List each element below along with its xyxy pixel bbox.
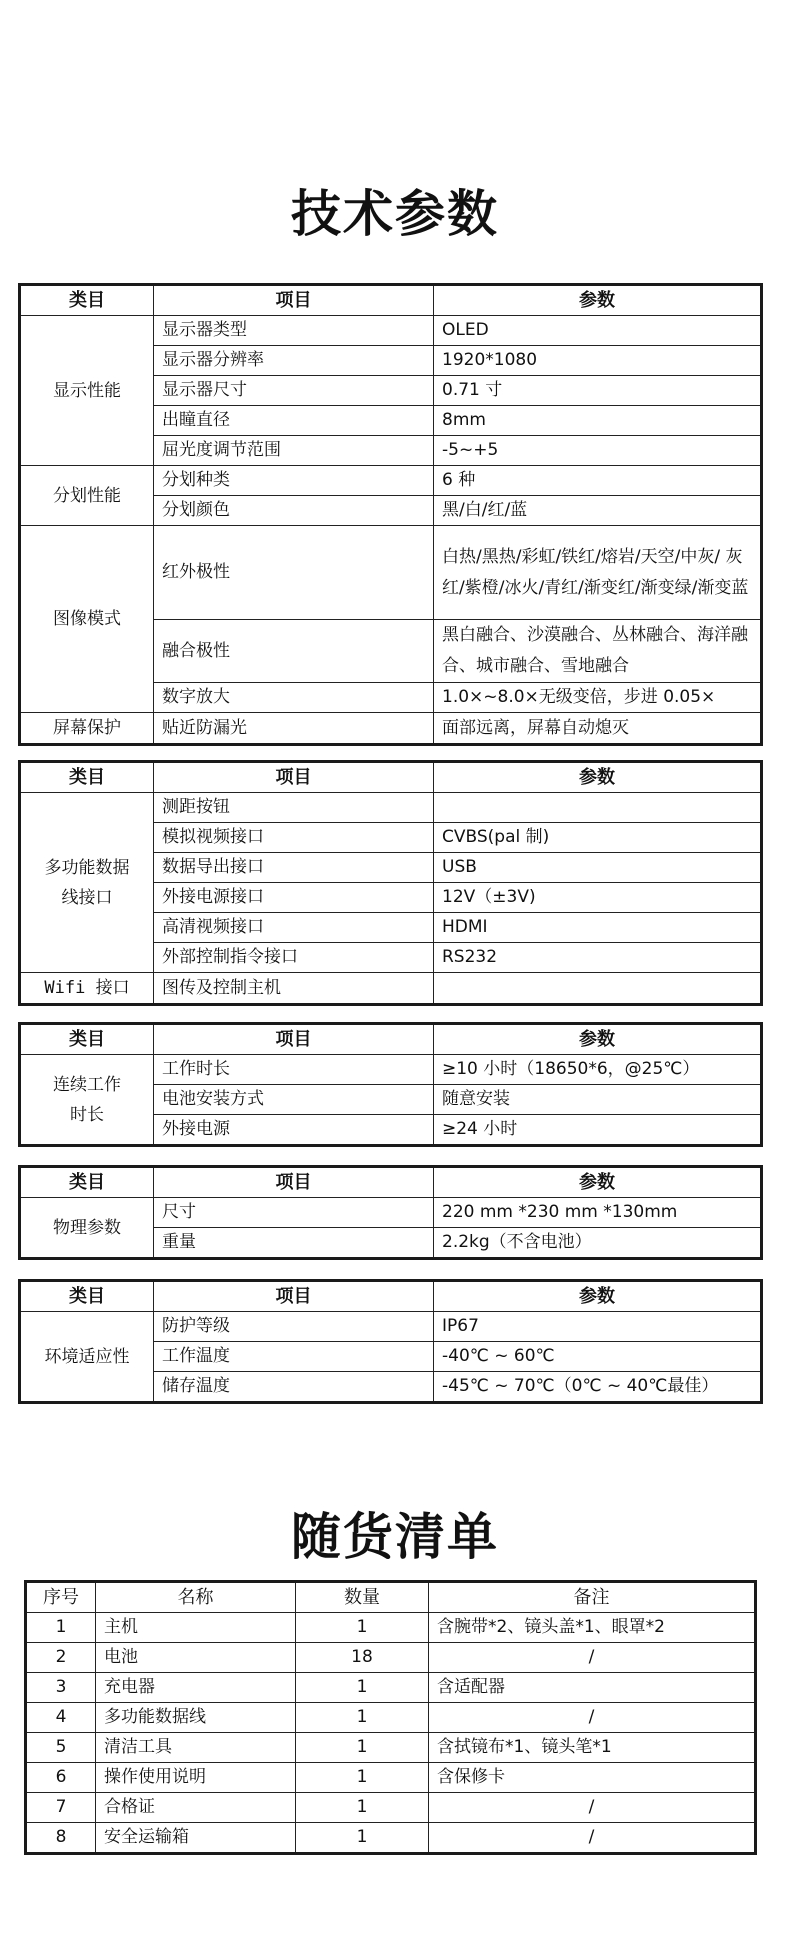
item-cell: 屈光度调节范围 xyxy=(154,436,434,466)
no-cell: 3 xyxy=(26,1673,96,1703)
table-row xyxy=(20,713,762,745)
param-cell: 8mm xyxy=(434,406,762,436)
note-cell: / xyxy=(429,1823,756,1854)
param-cell: -5~+5 xyxy=(434,436,762,466)
item-cell: 出瞳直径 xyxy=(154,406,434,436)
item-cell: 储存温度 xyxy=(154,1372,434,1403)
header-param: 参数 xyxy=(434,762,762,793)
item-cell: 电池安装方式 xyxy=(154,1085,434,1115)
name-cell: 充电器 xyxy=(96,1673,296,1703)
item-cell: 融合极性 xyxy=(154,620,434,683)
item-cell: 工作时长 xyxy=(154,1055,434,1085)
no-cell: 2 xyxy=(26,1643,96,1673)
table-header-row xyxy=(20,762,762,793)
item-cell: 数字放大 xyxy=(154,683,434,713)
param-cell xyxy=(434,973,762,1005)
header-param: 参数 xyxy=(434,1281,762,1312)
category-cell: 显示性能 xyxy=(20,316,154,466)
param-cell xyxy=(434,793,762,823)
table-row xyxy=(26,1793,756,1823)
category-cell: 屏幕保护 xyxy=(20,713,154,745)
table-row xyxy=(26,1643,756,1673)
header-no: 序号 xyxy=(26,1582,96,1613)
category-line: 线接口 xyxy=(61,887,113,908)
spec-title: 技术参数 xyxy=(291,185,499,243)
item-cell: 显示器类型 xyxy=(154,316,434,346)
table-row xyxy=(20,1198,762,1228)
item-cell: 尺寸 xyxy=(154,1198,434,1228)
name-cell: 合格证 xyxy=(96,1793,296,1823)
packing-title: 随货清单 xyxy=(291,1508,499,1566)
param-cell: 2.2kg（不含电池） xyxy=(434,1228,762,1259)
qty-cell: 1 xyxy=(296,1733,429,1763)
no-cell: 6 xyxy=(26,1763,96,1793)
note-cell: 含适配器 xyxy=(429,1673,756,1703)
header-item: 项目 xyxy=(154,1167,434,1198)
header-qty: 数量 xyxy=(296,1582,429,1613)
table-row xyxy=(26,1823,756,1854)
table-row xyxy=(26,1673,756,1703)
name-cell: 操作使用说明 xyxy=(96,1763,296,1793)
name-cell: 安全运输箱 xyxy=(96,1823,296,1854)
no-cell: 7 xyxy=(26,1793,96,1823)
table-header-row xyxy=(26,1582,756,1613)
item-cell: 工作温度 xyxy=(154,1342,434,1372)
item-cell: 外接电源接口 xyxy=(154,883,434,913)
name-cell: 清洁工具 xyxy=(96,1733,296,1763)
table-row xyxy=(20,466,762,496)
param-cell: 12V（±3V) xyxy=(434,883,762,913)
name-cell: 电池 xyxy=(96,1643,296,1673)
param-cell: 白热/黑热/彩虹/铁红/熔岩/天空/中灰/ 灰红/紫橙/冰火/青红/渐变红/渐变绿/渐变蓝 xyxy=(434,526,762,620)
header-item: 项目 xyxy=(154,1281,434,1312)
header-category: 类目 xyxy=(20,762,154,793)
header-note: 备注 xyxy=(429,1582,756,1613)
no-cell: 1 xyxy=(26,1613,96,1643)
header-item: 项目 xyxy=(154,285,434,316)
item-cell: 测距按钮 xyxy=(154,793,434,823)
table-header-row xyxy=(20,1167,762,1198)
category-cell: 图像模式 xyxy=(20,526,154,713)
param-cell: 220 mm *230 mm *130mm xyxy=(434,1198,762,1228)
item-cell: 贴近防漏光 xyxy=(154,713,434,745)
note-cell: 含拭镜布*1、镜头笔*1 xyxy=(429,1733,756,1763)
param-cell: OLED xyxy=(434,316,762,346)
spec-table-runtime xyxy=(18,1022,763,1147)
item-cell: 显示器分辨率 xyxy=(154,346,434,376)
header-param: 参数 xyxy=(434,1024,762,1055)
header-category: 类目 xyxy=(20,1024,154,1055)
name-cell: 多功能数据线 xyxy=(96,1703,296,1733)
category-cell: 分划性能 xyxy=(20,466,154,526)
note-cell: / xyxy=(429,1643,756,1673)
param-cell: -45℃ ~ 70℃（0℃ ~ 40℃最佳） xyxy=(434,1372,762,1403)
param-cell: 黑/白/红/蓝 xyxy=(434,496,762,526)
category-cell: 物理参数 xyxy=(20,1198,154,1259)
table-row xyxy=(20,973,762,1005)
header-param: 参数 xyxy=(434,1167,762,1198)
category-line: 时长 xyxy=(70,1104,104,1125)
no-cell: 5 xyxy=(26,1733,96,1763)
note-cell: 含腕带*2、镜头盖*1、眼罩*2 xyxy=(429,1613,756,1643)
item-cell: 外接电源 xyxy=(154,1115,434,1146)
qty-cell: 1 xyxy=(296,1703,429,1733)
item-cell: 分划种类 xyxy=(154,466,434,496)
param-cell: 1.0×~8.0×无级变倍，步进 0.05× xyxy=(434,683,762,713)
category-cell xyxy=(20,793,154,973)
header-item: 项目 xyxy=(154,762,434,793)
name-cell: 主机 xyxy=(96,1613,296,1643)
packing-list-table xyxy=(24,1580,757,1855)
item-cell: 分划颜色 xyxy=(154,496,434,526)
category-line: 多功能数据 xyxy=(44,857,130,878)
note-cell: / xyxy=(429,1793,756,1823)
param-cell: 随意安装 xyxy=(434,1085,762,1115)
header-category: 类目 xyxy=(20,285,154,316)
category-cell xyxy=(20,1055,154,1146)
spec-table-physical xyxy=(18,1165,763,1260)
qty-cell: 1 xyxy=(296,1793,429,1823)
spec-table-environment xyxy=(18,1279,763,1404)
item-cell: 显示器尺寸 xyxy=(154,376,434,406)
param-cell: ≥10 小时（18650*6，@25℃） xyxy=(434,1055,762,1085)
category-line: 连续工作 xyxy=(53,1074,121,1095)
qty-cell: 18 xyxy=(296,1643,429,1673)
table-row xyxy=(26,1733,756,1763)
item-cell: 数据导出接口 xyxy=(154,853,434,883)
qty-cell: 1 xyxy=(296,1823,429,1854)
table-row xyxy=(20,1312,762,1342)
table-row xyxy=(26,1763,756,1793)
note-cell: 含保修卡 xyxy=(429,1763,756,1793)
param-cell: 6 种 xyxy=(434,466,762,496)
item-cell: 图传及控制主机 xyxy=(154,973,434,1005)
table-header-row xyxy=(20,1281,762,1312)
param-cell: USB xyxy=(434,853,762,883)
category-cell: 环境适应性 xyxy=(20,1312,154,1403)
no-cell: 4 xyxy=(26,1703,96,1733)
table-row xyxy=(20,526,762,620)
param-cell: 黑白融合、沙漠融合、丛林融合、海洋融合、城市融合、雪地融合 xyxy=(434,620,762,683)
param-cell: 面部远离，屏幕自动熄灭 xyxy=(434,713,762,745)
param-cell: -40℃ ~ 60℃ xyxy=(434,1342,762,1372)
table-row xyxy=(26,1703,756,1733)
qty-cell: 1 xyxy=(296,1763,429,1793)
item-cell: 红外极性 xyxy=(154,526,434,620)
param-cell: 0.71 寸 xyxy=(434,376,762,406)
note-cell: / xyxy=(429,1703,756,1733)
item-cell: 模拟视频接口 xyxy=(154,823,434,853)
table-header-row xyxy=(20,1024,762,1055)
item-cell: 外部控制指令接口 xyxy=(154,943,434,973)
table-header-row xyxy=(20,285,762,316)
spec-table-display xyxy=(18,283,763,746)
item-cell: 重量 xyxy=(154,1228,434,1259)
qty-cell: 1 xyxy=(296,1673,429,1703)
param-cell: CVBS(pal 制) xyxy=(434,823,762,853)
param-cell: 1920*1080 xyxy=(434,346,762,376)
param-cell: ≥24 小时 xyxy=(434,1115,762,1146)
item-cell: 高清视频接口 xyxy=(154,913,434,943)
spec-table-interface xyxy=(18,760,763,1006)
qty-cell: 1 xyxy=(296,1613,429,1643)
header-category: 类目 xyxy=(20,1281,154,1312)
table-row xyxy=(20,316,762,346)
table-row xyxy=(20,793,762,823)
param-cell: HDMI xyxy=(434,913,762,943)
header-item: 项目 xyxy=(154,1024,434,1055)
table-row xyxy=(20,1055,762,1085)
table-row xyxy=(26,1613,756,1643)
header-name: 名称 xyxy=(96,1582,296,1613)
no-cell: 8 xyxy=(26,1823,96,1854)
header-category: 类目 xyxy=(20,1167,154,1198)
param-cell: IP67 xyxy=(434,1312,762,1342)
param-cell: RS232 xyxy=(434,943,762,973)
category-cell: Wifi 接口 xyxy=(20,973,154,1005)
header-param: 参数 xyxy=(434,285,762,316)
item-cell: 防护等级 xyxy=(154,1312,434,1342)
